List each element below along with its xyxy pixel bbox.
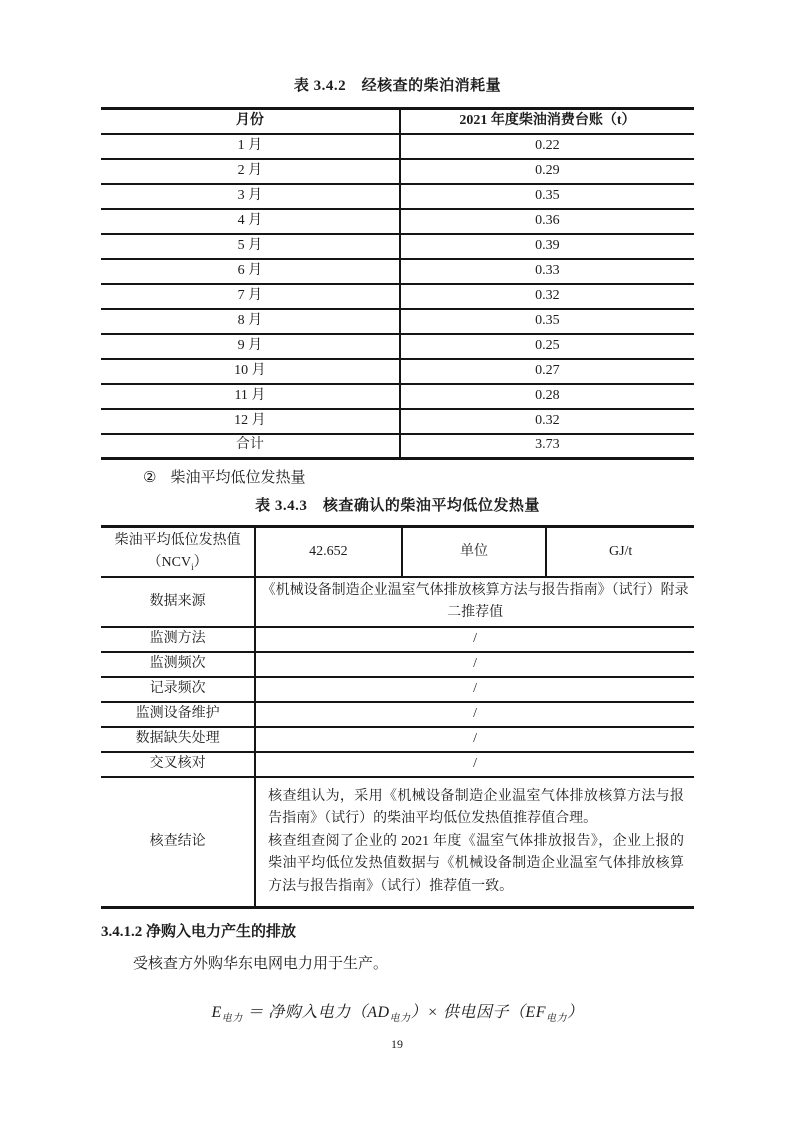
table-row <box>101 409 694 434</box>
table-header-row <box>101 109 694 134</box>
formula-E: E <box>211 1004 222 1022</box>
formula-sub-dianli-1: 电力 <box>221 1013 243 1025</box>
row-value-cell: / <box>255 727 694 752</box>
data-source-row <box>101 577 694 626</box>
value-cell: 0.35 <box>400 309 694 334</box>
month-cell: 8 月 <box>101 309 400 334</box>
month-cell: 1 月 <box>101 134 400 159</box>
value-cell: 0.32 <box>400 284 694 309</box>
month-cell: 11 月 <box>101 384 400 409</box>
value-cell: 0.35 <box>400 184 694 209</box>
row-label-cell: 监测设备维护 <box>101 702 255 727</box>
table-row <box>101 159 694 184</box>
row-label-cell: 数据缺失处理 <box>101 727 255 752</box>
table-row <box>101 384 694 409</box>
table-total-row <box>101 434 694 459</box>
missing-data-row <box>101 727 694 752</box>
row-label-cell: 记录频次 <box>101 677 255 702</box>
value-cell: 0.36 <box>400 209 694 234</box>
row-label-cell: 监测频次 <box>101 652 255 677</box>
table-row <box>101 234 694 259</box>
month-cell: 7 月 <box>101 284 400 309</box>
row-label-cell: 交叉核对 <box>101 752 255 777</box>
value-cell: 0.39 <box>400 234 694 259</box>
ncv-label-line2: $(NCV_i)$ <box>147 554 208 572</box>
total-label-cell: 合计 <box>235 437 264 453</box>
page-content <box>101 75 694 1024</box>
section-heading-3412: 3.4.1.2 净购入电力产生的排放 <box>101 924 297 941</box>
ncv-label-line1: 柴油平均低位发热值 <box>114 533 241 548</box>
conclusion-label-cell: 核查结论 <box>149 834 206 850</box>
equipment-maintenance-row <box>101 702 694 727</box>
page-number: 19 <box>391 1037 403 1051</box>
row-value-cell: / <box>255 652 694 677</box>
formula-end: ） <box>566 1004 584 1022</box>
month-cell: 4 月 <box>101 209 400 234</box>
circled-two-marker: ② <box>143 470 157 486</box>
total-value-cell: 3.73 <box>400 434 694 459</box>
month-cell: 6 月 <box>101 259 400 284</box>
month-cell: 5 月 <box>101 234 400 259</box>
table-row <box>101 359 694 384</box>
table-row <box>101 309 694 334</box>
record-frequency-row <box>101 677 694 702</box>
unit-value-cell: GJ/t <box>546 527 694 578</box>
cross-check-row <box>101 752 694 777</box>
table-row <box>101 184 694 209</box>
monitoring-method-row <box>101 627 694 652</box>
column-header-value: 2021 年度柴油消费台账（t） <box>400 109 694 134</box>
electricity-emission-formula <box>101 999 694 1024</box>
value-cell: 0.33 <box>400 259 694 284</box>
row-label-cell: 监测方法 <box>101 627 255 652</box>
row-value-cell: / <box>255 702 694 727</box>
month-cell: 9 月 <box>101 334 400 359</box>
value-cell: 0.27 <box>400 359 694 384</box>
table-row <box>101 334 694 359</box>
conclusion-value-cell <box>255 777 694 908</box>
row-value-cell: / <box>255 752 694 777</box>
ncv-table <box>101 525 694 909</box>
row-value-cell: / <box>255 677 694 702</box>
value-cell: 0.32 <box>400 409 694 434</box>
ncv-value-cell: 42.652 <box>255 527 401 578</box>
value-cell: 0.22 <box>400 134 694 159</box>
table-row <box>101 284 694 309</box>
table-343-title: 表 3.4.3 核查确认的柴油平均低位发热量 <box>255 498 540 514</box>
formula-middle-2: ）× 供电因子（EF <box>410 1004 546 1022</box>
month-cell: 3 月 <box>101 184 400 209</box>
table-row <box>101 134 694 159</box>
subsection-label: 柴油平均低位发热量 <box>170 470 306 486</box>
value-cell: 0.28 <box>400 384 694 409</box>
section-paragraph: 受核查方外购华东电网电力用于生产。 <box>133 956 389 973</box>
conclusion-paragraph-1: 核查组认为，采用《机械设备制造企业温室气体排放核算方法与报告指南》（试行）的柴油平均低位发热值推荐值合理。 <box>268 788 684 827</box>
table-row <box>101 209 694 234</box>
table-row <box>101 259 694 284</box>
month-cell: 12 月 <box>101 409 400 434</box>
ncv-label-cell <box>101 527 255 578</box>
diesel-consumption-table <box>101 107 694 460</box>
ncv-row <box>101 527 694 578</box>
formula-sub-dianli-2: 电力 <box>389 1013 411 1025</box>
month-cell: 10 月 <box>101 359 400 384</box>
value-cell: 0.29 <box>400 159 694 184</box>
row-value-cell: 《机械设备制造企业温室气体排放核算方法与报告指南》（试行）附录二推荐值 <box>255 577 694 626</box>
conclusion-paragraph-2: 核查组查阅了企业的 2021 年度《温室气体排放报告》，企业上报的柴油平均低位发热值数据与《机械设备制造企业温室气体排放核算方法与报告指南》（试行）推荐值一致。 <box>268 833 684 894</box>
monitoring-frequency-row <box>101 652 694 677</box>
table-342-title: 表 3.4.2 经核查的柴泊消耗量 <box>293 78 502 94</box>
column-header-month: 月份 <box>101 109 400 134</box>
value-cell: 0.25 <box>400 334 694 359</box>
month-cell: 2 月 <box>101 159 400 184</box>
formula-middle-1: ＝ 净购入电力（AD <box>247 1004 390 1022</box>
unit-label-cell: 单位 <box>402 527 547 578</box>
row-label-cell: 数据来源 <box>101 577 255 626</box>
conclusion-row <box>101 777 694 908</box>
subsection-heading <box>101 468 694 489</box>
formula-sub-dianli-3: 电力 <box>545 1013 567 1025</box>
row-value-cell: / <box>255 627 694 652</box>
